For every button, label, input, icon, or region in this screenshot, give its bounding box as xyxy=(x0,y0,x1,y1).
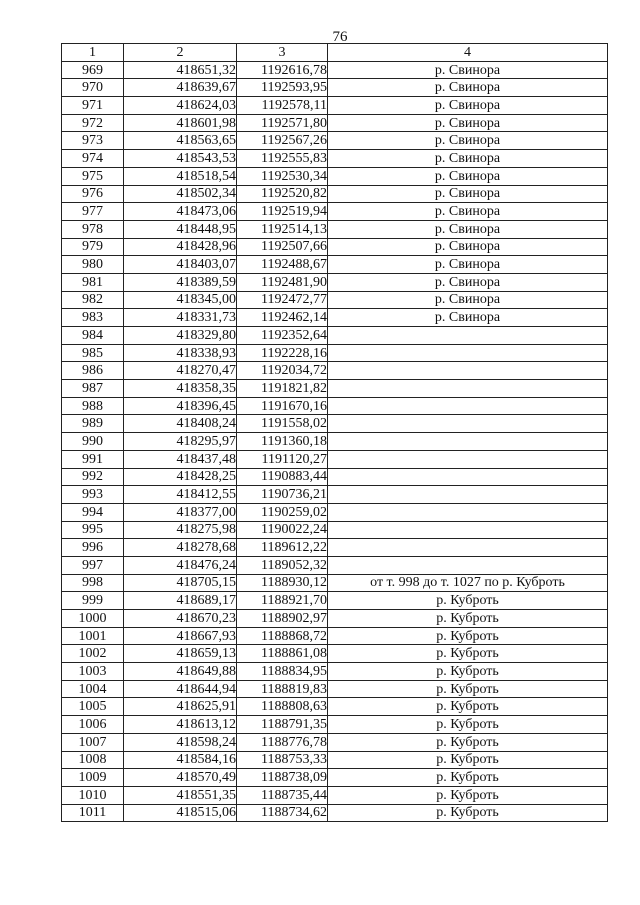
point-number-cell: 994 xyxy=(62,503,124,521)
table-row xyxy=(62,468,608,486)
point-number-cell: 988 xyxy=(62,397,124,415)
y-coordinate-cell: 1188791,35 xyxy=(237,716,328,734)
description-cell: р. Свинора xyxy=(328,132,608,150)
table-row xyxy=(62,610,608,628)
y-coordinate-cell: 1188776,78 xyxy=(237,733,328,751)
x-coordinate-cell: 418515,06 xyxy=(124,804,237,822)
x-coordinate-cell: 418518,54 xyxy=(124,167,237,185)
column-header-y: 3 xyxy=(237,44,328,62)
table-row xyxy=(62,256,608,274)
y-coordinate-cell: 1192555,83 xyxy=(237,150,328,168)
x-coordinate-cell: 418651,32 xyxy=(124,61,237,79)
table-row xyxy=(62,362,608,380)
x-coordinate-cell: 418412,55 xyxy=(124,486,237,504)
description-cell: р. Свинора xyxy=(328,238,608,256)
description-cell: р. Свинора xyxy=(328,185,608,203)
point-number-cell: 981 xyxy=(62,273,124,291)
x-coordinate-cell: 418601,98 xyxy=(124,114,237,132)
x-coordinate-cell: 418613,12 xyxy=(124,716,237,734)
description-cell xyxy=(328,468,608,486)
x-coordinate-cell: 418345,00 xyxy=(124,291,237,309)
y-coordinate-cell: 1188902,97 xyxy=(237,610,328,628)
y-coordinate-cell: 1192507,66 xyxy=(237,238,328,256)
y-coordinate-cell: 1192481,90 xyxy=(237,273,328,291)
table-row xyxy=(62,397,608,415)
column-header-x: 2 xyxy=(124,44,237,62)
y-coordinate-cell: 1192462,14 xyxy=(237,309,328,327)
point-number-cell: 993 xyxy=(62,486,124,504)
point-number-cell: 976 xyxy=(62,185,124,203)
table-row xyxy=(62,733,608,751)
point-number-cell: 1001 xyxy=(62,627,124,645)
x-coordinate-cell: 418270,47 xyxy=(124,362,237,380)
description-cell: р. Свинора xyxy=(328,309,608,327)
page-number: 76 xyxy=(332,29,348,45)
table-row xyxy=(62,433,608,451)
x-coordinate-cell: 418358,35 xyxy=(124,380,237,398)
y-coordinate-cell: 1191360,18 xyxy=(237,433,328,451)
table-row xyxy=(62,786,608,804)
description-cell: р. Куброть xyxy=(328,610,608,628)
x-coordinate-cell: 418295,97 xyxy=(124,433,237,451)
table-row xyxy=(62,220,608,238)
table-row xyxy=(62,486,608,504)
y-coordinate-cell: 1188738,09 xyxy=(237,769,328,787)
y-coordinate-cell: 1191558,02 xyxy=(237,415,328,433)
description-cell: р. Свинора xyxy=(328,97,608,115)
description-cell xyxy=(328,327,608,345)
x-coordinate-cell: 418275,98 xyxy=(124,521,237,539)
point-number-cell: 1011 xyxy=(62,804,124,822)
table-row xyxy=(62,203,608,221)
description-cell: р. Куброть xyxy=(328,680,608,698)
description-cell: р. Куброть xyxy=(328,786,608,804)
point-number-cell: 977 xyxy=(62,203,124,221)
y-coordinate-cell: 1192530,34 xyxy=(237,167,328,185)
description-cell: р. Куброть xyxy=(328,645,608,663)
x-coordinate-cell: 418625,91 xyxy=(124,698,237,716)
table-row xyxy=(62,503,608,521)
description-cell: р. Куброть xyxy=(328,804,608,822)
x-coordinate-cell: 418448,95 xyxy=(124,220,237,238)
x-coordinate-cell: 418570,49 xyxy=(124,769,237,787)
description-cell: р. Свинора xyxy=(328,150,608,168)
table-row xyxy=(62,751,608,769)
table-row xyxy=(62,291,608,309)
coordinates-table xyxy=(61,43,608,822)
y-coordinate-cell: 1192472,77 xyxy=(237,291,328,309)
table-row xyxy=(62,132,608,150)
table-row xyxy=(62,804,608,822)
x-coordinate-cell: 418670,23 xyxy=(124,610,237,628)
x-coordinate-cell: 418624,03 xyxy=(124,97,237,115)
column-header-description: 4 xyxy=(328,44,608,62)
x-coordinate-cell: 418705,15 xyxy=(124,574,237,592)
point-number-cell: 986 xyxy=(62,362,124,380)
x-coordinate-cell: 418408,24 xyxy=(124,415,237,433)
point-number-cell: 991 xyxy=(62,450,124,468)
x-coordinate-cell: 418331,73 xyxy=(124,309,237,327)
table-row xyxy=(62,698,608,716)
y-coordinate-cell: 1192616,78 xyxy=(237,61,328,79)
point-number-cell: 990 xyxy=(62,433,124,451)
y-coordinate-cell: 1189612,22 xyxy=(237,539,328,557)
y-coordinate-cell: 1188734,62 xyxy=(237,804,328,822)
table-row xyxy=(62,592,608,610)
x-coordinate-cell: 418598,24 xyxy=(124,733,237,751)
x-coordinate-cell: 418639,67 xyxy=(124,79,237,97)
description-cell xyxy=(328,450,608,468)
point-number-cell: 980 xyxy=(62,256,124,274)
point-number-cell: 983 xyxy=(62,309,124,327)
description-cell: р. Свинора xyxy=(328,291,608,309)
description-cell xyxy=(328,380,608,398)
point-number-cell: 970 xyxy=(62,79,124,97)
point-number-cell: 975 xyxy=(62,167,124,185)
table-row xyxy=(62,556,608,574)
y-coordinate-cell: 1192514,13 xyxy=(237,220,328,238)
x-coordinate-cell: 418329,80 xyxy=(124,327,237,345)
description-cell xyxy=(328,486,608,504)
description-cell: р. Куброть xyxy=(328,698,608,716)
x-coordinate-cell: 418437,48 xyxy=(124,450,237,468)
table-row xyxy=(62,167,608,185)
table-row xyxy=(62,380,608,398)
y-coordinate-cell: 1192567,26 xyxy=(237,132,328,150)
point-number-cell: 1003 xyxy=(62,663,124,681)
point-number-cell: 999 xyxy=(62,592,124,610)
y-coordinate-cell: 1188808,63 xyxy=(237,698,328,716)
table-row xyxy=(62,273,608,291)
point-number-cell: 985 xyxy=(62,344,124,362)
point-number-cell: 995 xyxy=(62,521,124,539)
y-coordinate-cell: 1190736,21 xyxy=(237,486,328,504)
y-coordinate-cell: 1188861,08 xyxy=(237,645,328,663)
table-row xyxy=(62,574,608,592)
table-row xyxy=(62,344,608,362)
table-row xyxy=(62,97,608,115)
y-coordinate-cell: 1189052,32 xyxy=(237,556,328,574)
y-coordinate-cell: 1188753,33 xyxy=(237,751,328,769)
x-coordinate-cell: 418377,00 xyxy=(124,503,237,521)
x-coordinate-cell: 418584,16 xyxy=(124,751,237,769)
table-row xyxy=(62,415,608,433)
y-coordinate-cell: 1188819,83 xyxy=(237,680,328,698)
point-number-cell: 1010 xyxy=(62,786,124,804)
description-cell xyxy=(328,415,608,433)
y-coordinate-cell: 1192578,11 xyxy=(237,97,328,115)
description-cell: р. Свинора xyxy=(328,79,608,97)
y-coordinate-cell: 1192520,82 xyxy=(237,185,328,203)
table-row xyxy=(62,79,608,97)
point-number-cell: 1008 xyxy=(62,751,124,769)
point-number-cell: 969 xyxy=(62,61,124,79)
table-header xyxy=(62,44,608,62)
point-number-cell: 1002 xyxy=(62,645,124,663)
table-row xyxy=(62,645,608,663)
table-row xyxy=(62,150,608,168)
y-coordinate-cell: 1190022,24 xyxy=(237,521,328,539)
description-cell: р. Свинора xyxy=(328,273,608,291)
point-number-cell: 1005 xyxy=(62,698,124,716)
description-cell: р. Куброть xyxy=(328,716,608,734)
description-cell: р. Куброть xyxy=(328,592,608,610)
y-coordinate-cell: 1191821,82 xyxy=(237,380,328,398)
y-coordinate-cell: 1192228,16 xyxy=(237,344,328,362)
point-number-cell: 979 xyxy=(62,238,124,256)
y-coordinate-cell: 1188921,70 xyxy=(237,592,328,610)
description-cell: р. Свинора xyxy=(328,256,608,274)
x-coordinate-cell: 418476,24 xyxy=(124,556,237,574)
point-number-cell: 987 xyxy=(62,380,124,398)
point-number-cell: 1006 xyxy=(62,716,124,734)
description-cell: от т. 998 до т. 1027 по р. Куброть xyxy=(328,574,608,592)
point-number-cell: 978 xyxy=(62,220,124,238)
description-cell: р. Куброть xyxy=(328,733,608,751)
point-number-cell: 992 xyxy=(62,468,124,486)
x-coordinate-cell: 418689,17 xyxy=(124,592,237,610)
table-row xyxy=(62,680,608,698)
description-cell xyxy=(328,433,608,451)
table-body xyxy=(62,61,608,822)
table-row xyxy=(62,61,608,79)
point-number-cell: 972 xyxy=(62,114,124,132)
table-row xyxy=(62,450,608,468)
y-coordinate-cell: 1188735,44 xyxy=(237,786,328,804)
x-coordinate-cell: 418396,45 xyxy=(124,397,237,415)
description-cell: р. Куброть xyxy=(328,627,608,645)
y-coordinate-cell: 1192352,64 xyxy=(237,327,328,345)
y-coordinate-cell: 1192571,80 xyxy=(237,114,328,132)
point-number-cell: 974 xyxy=(62,150,124,168)
table-row xyxy=(62,627,608,645)
y-coordinate-cell: 1190259,02 xyxy=(237,503,328,521)
x-coordinate-cell: 418644,94 xyxy=(124,680,237,698)
point-number-cell: 973 xyxy=(62,132,124,150)
header-row xyxy=(62,44,608,62)
point-number-cell: 998 xyxy=(62,574,124,592)
table-row xyxy=(62,663,608,681)
column-header-point-number: 1 xyxy=(62,44,124,62)
y-coordinate-cell: 1188834,95 xyxy=(237,663,328,681)
y-coordinate-cell: 1192593,95 xyxy=(237,79,328,97)
point-number-cell: 1000 xyxy=(62,610,124,628)
table-row xyxy=(62,309,608,327)
y-coordinate-cell: 1190883,44 xyxy=(237,468,328,486)
point-number-cell: 996 xyxy=(62,539,124,557)
x-coordinate-cell: 418338,93 xyxy=(124,344,237,362)
description-cell xyxy=(328,556,608,574)
description-cell: р. Свинора xyxy=(328,167,608,185)
x-coordinate-cell: 418502,34 xyxy=(124,185,237,203)
point-number-cell: 997 xyxy=(62,556,124,574)
description-cell xyxy=(328,539,608,557)
x-coordinate-cell: 418659,13 xyxy=(124,645,237,663)
y-coordinate-cell: 1188868,72 xyxy=(237,627,328,645)
description-cell xyxy=(328,344,608,362)
table-row xyxy=(62,327,608,345)
point-number-cell: 1004 xyxy=(62,680,124,698)
description-cell: р. Свинора xyxy=(328,61,608,79)
y-coordinate-cell: 1188930,12 xyxy=(237,574,328,592)
y-coordinate-cell: 1191120,27 xyxy=(237,450,328,468)
x-coordinate-cell: 418278,68 xyxy=(124,539,237,557)
point-number-cell: 984 xyxy=(62,327,124,345)
x-coordinate-cell: 418551,35 xyxy=(124,786,237,804)
table-row xyxy=(62,539,608,557)
y-coordinate-cell: 1192519,94 xyxy=(237,203,328,221)
y-coordinate-cell: 1192488,67 xyxy=(237,256,328,274)
table-row xyxy=(62,185,608,203)
x-coordinate-cell: 418389,59 xyxy=(124,273,237,291)
x-coordinate-cell: 418428,25 xyxy=(124,468,237,486)
x-coordinate-cell: 418649,88 xyxy=(124,663,237,681)
point-number-cell: 1007 xyxy=(62,733,124,751)
description-cell xyxy=(328,503,608,521)
description-cell: р. Куброть xyxy=(328,751,608,769)
table-row xyxy=(62,521,608,539)
x-coordinate-cell: 418543,53 xyxy=(124,150,237,168)
point-number-cell: 971 xyxy=(62,97,124,115)
table-row xyxy=(62,114,608,132)
description-cell: р. Свинора xyxy=(328,203,608,221)
x-coordinate-cell: 418473,06 xyxy=(124,203,237,221)
x-coordinate-cell: 418428,96 xyxy=(124,238,237,256)
table-row xyxy=(62,238,608,256)
y-coordinate-cell: 1192034,72 xyxy=(237,362,328,380)
table-row xyxy=(62,769,608,787)
x-coordinate-cell: 418403,07 xyxy=(124,256,237,274)
description-cell: р. Свинора xyxy=(328,114,608,132)
description-cell: р. Свинора xyxy=(328,220,608,238)
point-number-cell: 989 xyxy=(62,415,124,433)
description-cell xyxy=(328,362,608,380)
description-cell: р. Куброть xyxy=(328,663,608,681)
y-coordinate-cell: 1191670,16 xyxy=(237,397,328,415)
x-coordinate-cell: 418563,65 xyxy=(124,132,237,150)
x-coordinate-cell: 418667,93 xyxy=(124,627,237,645)
description-cell: р. Куброть xyxy=(328,769,608,787)
point-number-cell: 982 xyxy=(62,291,124,309)
description-cell xyxy=(328,521,608,539)
point-number-cell: 1009 xyxy=(62,769,124,787)
description-cell xyxy=(328,397,608,415)
table-row xyxy=(62,716,608,734)
